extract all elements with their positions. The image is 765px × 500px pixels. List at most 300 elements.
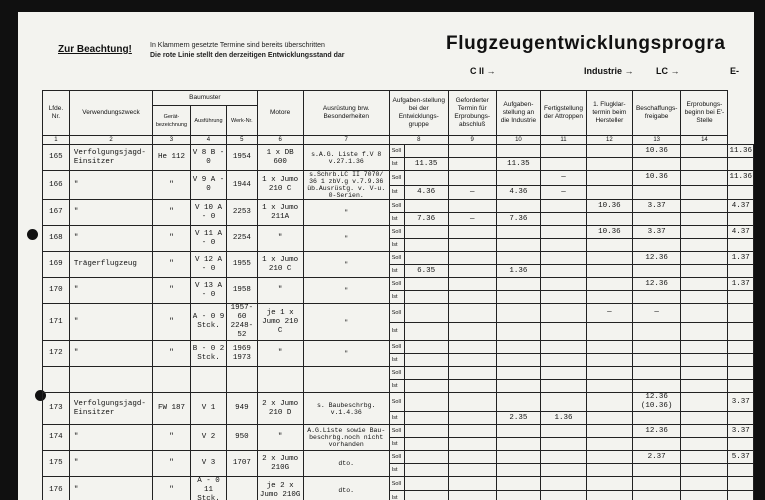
ist-cell	[586, 158, 632, 171]
colnum: 7	[303, 136, 389, 145]
ist-cell	[586, 438, 632, 451]
table-row	[43, 477, 754, 491]
ist-cell: 11.35	[496, 158, 541, 171]
ist-cell	[681, 158, 728, 171]
soll-cell	[681, 477, 728, 491]
colnum: 6	[257, 136, 303, 145]
colnum: 8	[389, 136, 448, 145]
soll-cell: 10.36	[632, 145, 681, 158]
ist-cell	[404, 354, 448, 367]
ist-cell	[448, 239, 496, 252]
colnum: 4	[190, 136, 226, 145]
row-number: 166	[43, 171, 70, 200]
soll-cell	[448, 304, 496, 323]
soll-label: Soll	[389, 226, 404, 239]
soll-cell	[404, 477, 448, 491]
soll-cell	[496, 304, 541, 323]
row-equipment: A.G.Liste sowie Bau- beschrbg.noch nicht vorhanden	[303, 425, 389, 451]
ist-cell	[541, 380, 587, 393]
row-version: A - 0 11 Stck.	[190, 477, 226, 500]
ist-label: Ist	[389, 438, 404, 451]
ist-cell	[448, 322, 496, 341]
header-c12: 1. Flugklar-termin beim Hersteller	[586, 91, 632, 136]
group-lc: LC →	[656, 66, 680, 76]
ist-cell	[632, 464, 681, 477]
ist-cell	[496, 380, 541, 393]
header-werknr: Werk-Nr.	[227, 106, 257, 136]
table-row	[43, 252, 754, 265]
row-number: 173	[43, 393, 70, 425]
ist-cell	[541, 265, 587, 278]
row-number: 171	[43, 304, 70, 341]
soll-label: Soll	[389, 477, 404, 491]
ist-label: Ist	[389, 291, 404, 304]
row-number: 176	[43, 477, 70, 500]
soll-cell	[541, 367, 587, 380]
header-c13: Beschaffungs-freigabe	[632, 91, 681, 136]
soll-cell: 10.36	[586, 200, 632, 213]
ist-cell	[448, 354, 496, 367]
row-version: V 9 A - 0	[190, 171, 226, 200]
row-number: 172	[43, 341, 70, 367]
soll-cell: 10.36	[586, 226, 632, 239]
ist-cell	[541, 322, 587, 341]
ist-cell	[632, 291, 681, 304]
ist-cell	[586, 322, 632, 341]
soll-cell	[541, 341, 587, 354]
row-version: V 11 A - 0	[190, 226, 226, 252]
colnum: 12	[586, 136, 632, 145]
ist-cell	[632, 185, 681, 200]
ist-cell	[728, 239, 754, 252]
table-row	[43, 171, 754, 186]
row-purpose: "	[69, 200, 152, 226]
ist-cell	[681, 291, 728, 304]
soll-label: Soll	[389, 200, 404, 213]
row-werknr: 1969 1973	[227, 341, 257, 367]
row-number: 168	[43, 226, 70, 252]
soll-cell: 11.36	[728, 171, 754, 186]
row-number: 174	[43, 425, 70, 451]
soll-cell	[541, 226, 587, 239]
ist-cell	[404, 464, 448, 477]
soll-cell: —	[632, 304, 681, 323]
soll-cell: 3.37	[728, 425, 754, 438]
row-device: He 112	[153, 145, 191, 171]
soll-cell	[448, 252, 496, 265]
ist-cell	[632, 412, 681, 425]
soll-cell	[404, 278, 448, 291]
soll-cell	[448, 226, 496, 239]
ist-cell: 6.35	[404, 265, 448, 278]
ist-cell	[496, 322, 541, 341]
row-werknr: 2254	[227, 226, 257, 252]
ist-cell	[541, 291, 587, 304]
soll-cell	[541, 393, 587, 412]
ist-cell	[681, 185, 728, 200]
soll-label: Soll	[389, 341, 404, 354]
ist-cell	[496, 491, 541, 500]
soll-cell: 1.37	[728, 252, 754, 265]
ist-cell	[448, 491, 496, 500]
ist-cell	[632, 213, 681, 226]
soll-cell	[404, 171, 448, 186]
row-equipment: s.Schrb.LC II 7070/ 36 1 zbV.g v.7.9.36 üb.Ausrüstg. v. V-u. 0-Serien.	[303, 171, 389, 200]
ist-cell	[586, 464, 632, 477]
ist-cell	[728, 291, 754, 304]
soll-cell	[448, 367, 496, 380]
header-c8: Aufgaben-stellung bei der Entwicklungs-gruppe	[389, 91, 448, 136]
row-werknr: 950	[227, 425, 257, 451]
header-c9: Geforderter Termin für Erprobungs-abschluß	[448, 91, 496, 136]
row-version: V 3	[190, 451, 226, 477]
ist-cell	[586, 291, 632, 304]
soll-cell	[586, 252, 632, 265]
group-estelle: E-	[730, 66, 739, 76]
row-number: 165	[43, 145, 70, 171]
ist-cell	[541, 354, 587, 367]
ist-cell	[586, 491, 632, 500]
row-werknr: 1707	[227, 451, 257, 477]
soll-label: Soll	[389, 451, 404, 464]
row-engine: "	[257, 278, 303, 304]
row-version: A - 0 9 Stck.	[190, 304, 226, 341]
row-device: "	[153, 477, 191, 500]
soll-cell	[404, 425, 448, 438]
ist-label: Ist	[389, 354, 404, 367]
soll-cell	[632, 477, 681, 491]
soll-cell	[681, 367, 728, 380]
soll-cell	[448, 341, 496, 354]
soll-cell	[681, 226, 728, 239]
row-version: V 13 A - 0	[190, 278, 226, 304]
soll-cell: 3.37	[632, 226, 681, 239]
ist-cell	[586, 185, 632, 200]
soll-cell	[681, 451, 728, 464]
row-werknr: 1954	[227, 145, 257, 171]
row-werknr: 1944	[227, 171, 257, 200]
notice-title: Zur Beachtung!	[58, 44, 132, 55]
ist-cell	[448, 438, 496, 451]
soll-cell	[404, 226, 448, 239]
soll-cell	[728, 341, 754, 354]
row-version	[190, 367, 226, 393]
soll-cell	[496, 367, 541, 380]
row-purpose: Verfolgungsjagd- Einsitzer	[69, 145, 152, 171]
soll-cell	[448, 145, 496, 158]
soll-cell	[496, 393, 541, 412]
row-device: "	[153, 200, 191, 226]
soll-label: Soll	[389, 145, 404, 158]
ist-label: Ist	[389, 412, 404, 425]
soll-cell: 4.37	[728, 200, 754, 213]
table-row	[43, 278, 754, 291]
colnum: 1	[43, 136, 70, 145]
row-device: "	[153, 425, 191, 451]
ist-cell: 1.36	[496, 265, 541, 278]
row-engine: "	[257, 341, 303, 367]
row-equipment: "	[303, 278, 389, 304]
row-purpose	[69, 367, 152, 393]
soll-cell	[448, 171, 496, 186]
row-engine: "	[257, 226, 303, 252]
ist-cell	[728, 412, 754, 425]
row-number: 175	[43, 451, 70, 477]
ist-label: Ist	[389, 491, 404, 500]
soll-cell	[496, 145, 541, 158]
soll-cell	[404, 367, 448, 380]
row-purpose: "	[69, 477, 152, 500]
soll-cell: 3.37	[728, 393, 754, 412]
ist-cell	[632, 380, 681, 393]
ist-cell	[632, 265, 681, 278]
header-c10: Aufgaben-stellung an die Industrie	[496, 91, 541, 136]
row-werknr	[227, 477, 257, 500]
ist-cell	[728, 213, 754, 226]
ist-cell	[541, 464, 587, 477]
colnum: 11	[541, 136, 587, 145]
soll-cell	[681, 252, 728, 265]
soll-cell	[586, 393, 632, 412]
soll-cell	[541, 200, 587, 213]
ist-cell: 4.36	[404, 185, 448, 200]
ist-cell: 4.36	[496, 185, 541, 200]
ist-cell	[586, 354, 632, 367]
punch-hole	[27, 229, 38, 240]
soll-cell	[404, 304, 448, 323]
soll-cell: 4.37	[728, 226, 754, 239]
soll-cell	[496, 226, 541, 239]
ist-cell: 1.36	[541, 412, 587, 425]
soll-cell	[681, 393, 728, 412]
colnum: 10	[496, 136, 541, 145]
row-device: "	[153, 278, 191, 304]
ist-cell	[496, 464, 541, 477]
soll-cell	[496, 278, 541, 291]
soll-cell	[404, 393, 448, 412]
soll-cell	[404, 451, 448, 464]
soll-cell	[728, 477, 754, 491]
ist-cell	[632, 354, 681, 367]
soll-cell	[448, 278, 496, 291]
ist-cell	[728, 354, 754, 367]
soll-cell	[541, 278, 587, 291]
soll-cell: 11.36	[728, 145, 754, 158]
row-purpose: "	[69, 304, 152, 341]
colnum: 14	[681, 136, 728, 145]
row-werknr: 2253	[227, 200, 257, 226]
row-equipment: dto.	[303, 477, 389, 500]
soll-cell	[586, 425, 632, 438]
row-equipment: "	[303, 341, 389, 367]
soll-cell	[541, 425, 587, 438]
ist-label: Ist	[389, 380, 404, 393]
colnum: 2	[69, 136, 152, 145]
colnum: 9	[448, 136, 496, 145]
soll-cell	[496, 341, 541, 354]
ist-cell	[496, 438, 541, 451]
row-engine	[257, 367, 303, 393]
ist-cell: 11.35	[404, 158, 448, 171]
soll-cell	[541, 145, 587, 158]
row-werknr: 1955	[227, 252, 257, 278]
soll-cell: 12.36	[632, 425, 681, 438]
row-device: "	[153, 252, 191, 278]
row-version: V 10 A - 0	[190, 200, 226, 226]
row-werknr: 1958	[227, 278, 257, 304]
ist-label: Ist	[389, 158, 404, 171]
soll-cell: 3.37	[632, 200, 681, 213]
ist-cell: —	[448, 213, 496, 226]
ist-cell	[448, 464, 496, 477]
row-purpose: "	[69, 341, 152, 367]
ist-cell	[404, 491, 448, 500]
soll-cell	[632, 341, 681, 354]
ist-cell	[681, 265, 728, 278]
ist-cell	[728, 158, 754, 171]
soll-label: Soll	[389, 367, 404, 380]
ist-cell	[448, 158, 496, 171]
ist-cell	[632, 158, 681, 171]
row-purpose: "	[69, 425, 152, 451]
ist-cell	[681, 438, 728, 451]
ist-cell: —	[541, 185, 587, 200]
soll-cell	[586, 367, 632, 380]
soll-cell	[496, 252, 541, 265]
ist-cell	[586, 380, 632, 393]
soll-cell	[586, 278, 632, 291]
header-verwendung: Verwendungszweck	[69, 91, 152, 136]
row-engine: "	[257, 425, 303, 451]
soll-cell	[586, 451, 632, 464]
ist-cell	[586, 213, 632, 226]
ist-cell	[448, 412, 496, 425]
soll-cell	[496, 425, 541, 438]
soll-cell	[681, 278, 728, 291]
ist-cell	[404, 438, 448, 451]
row-purpose: Trägerflugzeug	[69, 252, 152, 278]
ist-label: Ist	[389, 239, 404, 252]
header-lfd: Lfde. Nr.	[43, 91, 70, 136]
document-page	[18, 12, 754, 500]
ist-cell	[632, 438, 681, 451]
header-ausfuehrung: Ausführung	[190, 106, 226, 136]
soll-cell	[448, 393, 496, 412]
row-werknr: 1957-60 2248-52	[227, 304, 257, 341]
row-number: 167	[43, 200, 70, 226]
colnum: 13	[632, 136, 681, 145]
soll-cell: 12.36	[632, 278, 681, 291]
row-number: 169	[43, 252, 70, 278]
soll-cell	[681, 341, 728, 354]
ist-cell	[681, 322, 728, 341]
ist-cell	[681, 380, 728, 393]
soll-cell	[404, 145, 448, 158]
soll-cell: 1.37	[728, 278, 754, 291]
ist-cell	[404, 380, 448, 393]
ist-cell	[404, 322, 448, 341]
ist-cell	[496, 291, 541, 304]
ist-cell	[728, 185, 754, 200]
notice-line-2: Die rote Linie stellt den derzeitigen Entwicklungsstand dar	[150, 52, 345, 59]
header-baumuster: Baumuster	[153, 91, 257, 106]
header-c14: Erprobungs-beginn bei E'-Stelle	[681, 91, 728, 136]
row-version: V 12 A - 0	[190, 252, 226, 278]
header-geraet: Gerät-bezeichnung	[153, 106, 191, 136]
row-purpose: "	[69, 278, 152, 304]
row-engine: 1 x Jumo 211A	[257, 200, 303, 226]
soll-cell	[541, 451, 587, 464]
row-equipment: "	[303, 304, 389, 341]
soll-label: Soll	[389, 171, 404, 186]
program-table	[42, 90, 754, 500]
ist-cell	[541, 438, 587, 451]
ist-cell: —	[448, 185, 496, 200]
row-version: V 2	[190, 425, 226, 451]
row-werknr	[227, 367, 257, 393]
ist-cell	[586, 412, 632, 425]
ist-cell	[728, 464, 754, 477]
colnum: 3	[153, 136, 191, 145]
ist-cell: 2.35	[496, 412, 541, 425]
group-industrie: Industrie →	[584, 66, 634, 76]
soll-cell	[586, 171, 632, 186]
soll-cell: 5.37	[728, 451, 754, 464]
table-row	[43, 304, 754, 323]
row-number: 170	[43, 278, 70, 304]
row-engine: je 1 x Jumo 210 C	[257, 304, 303, 341]
soll-cell	[541, 477, 587, 491]
soll-cell	[681, 171, 728, 186]
row-number	[43, 367, 70, 393]
ist-cell	[728, 265, 754, 278]
row-version: V 8 B - 0	[190, 145, 226, 171]
row-version: B - 0 2 Stck.	[190, 341, 226, 367]
ist-cell	[541, 213, 587, 226]
notice-line-1: In Klammern gesetzte Termine sind bereits überschritten	[150, 42, 325, 49]
ist-cell	[586, 265, 632, 278]
soll-cell	[448, 477, 496, 491]
soll-label: Soll	[389, 425, 404, 438]
header-motore: Motore	[257, 91, 303, 136]
row-purpose: "	[69, 226, 152, 252]
table-row	[43, 425, 754, 438]
soll-cell	[681, 425, 728, 438]
soll-cell	[728, 304, 754, 323]
soll-cell	[541, 252, 587, 265]
ist-label: Ist	[389, 213, 404, 226]
soll-cell	[586, 341, 632, 354]
soll-cell: 10.36	[632, 171, 681, 186]
soll-cell: —	[586, 304, 632, 323]
row-version: V 1	[190, 393, 226, 425]
soll-cell: —	[541, 171, 587, 186]
row-device: "	[153, 304, 191, 341]
soll-cell: 12.36 (10.36)	[632, 393, 681, 412]
ist-cell	[448, 291, 496, 304]
soll-cell	[728, 367, 754, 380]
ist-label: Ist	[389, 185, 404, 200]
row-engine: 2 x Jumo 210G	[257, 451, 303, 477]
table-row	[43, 451, 754, 464]
ist-cell	[404, 412, 448, 425]
soll-cell	[448, 451, 496, 464]
row-engine: 1 x DB 600	[257, 145, 303, 171]
soll-cell	[681, 145, 728, 158]
soll-cell	[404, 252, 448, 265]
ist-cell	[448, 380, 496, 393]
ist-cell	[541, 158, 587, 171]
